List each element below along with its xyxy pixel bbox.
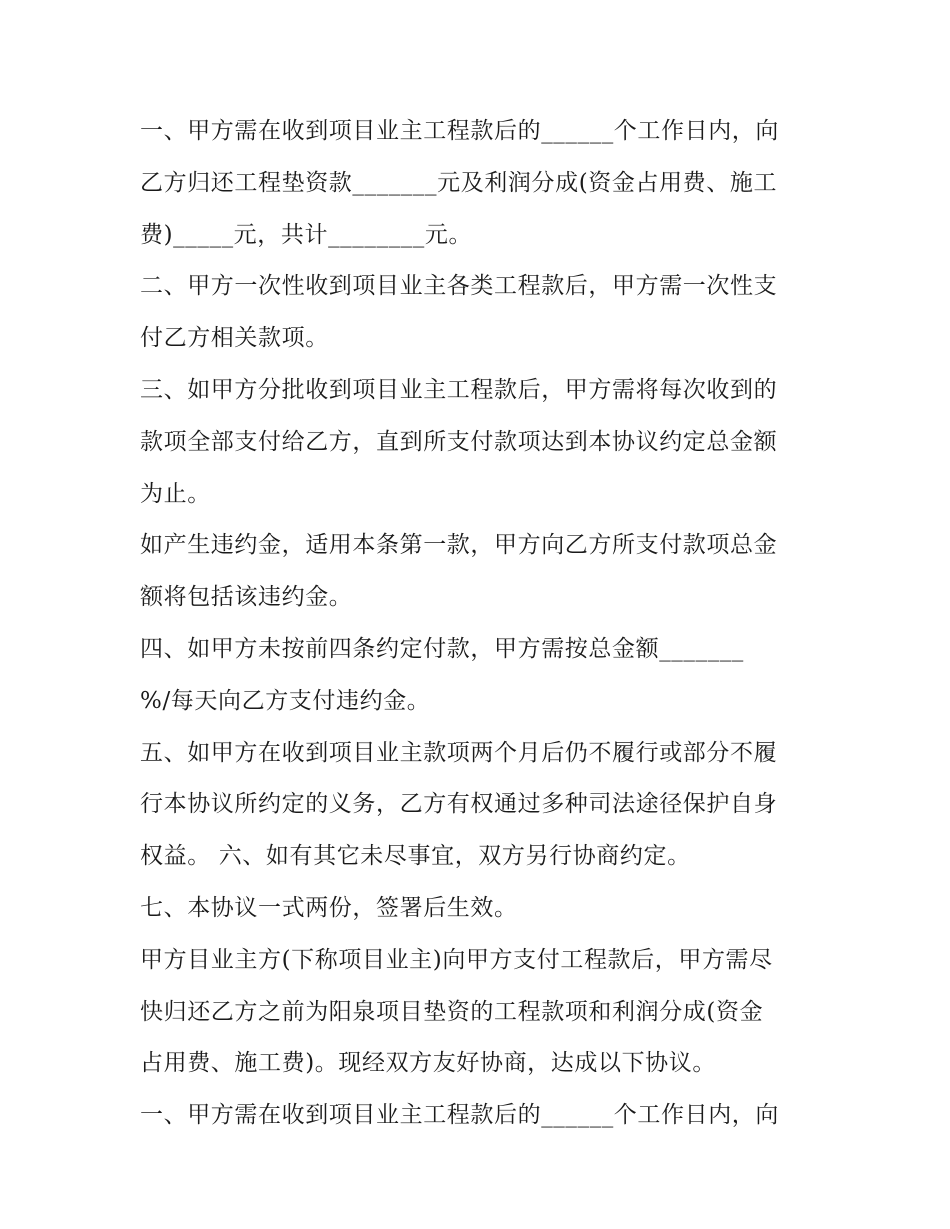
text-line: 甲方目业主方(下称项目业主)向甲方支付工程款后，甲方需尽 bbox=[140, 946, 773, 973]
text-line: 五、如甲方在收到项目业主款项两个月后仍不履行或部分不履 bbox=[140, 739, 778, 766]
text-line: 占用费、施工费)。现经双方友好协商，达成以下协议。 bbox=[140, 1050, 716, 1077]
text-line: 如产生违约金，适用本条第一款，甲方向乙方所支付款项总金 bbox=[140, 532, 778, 559]
text-line: 七、本协议一式两份，签署后生效。 bbox=[140, 894, 518, 921]
text-line: 款项全部支付给乙方，直到所支付款项达到本协议约定总金额 bbox=[140, 428, 778, 455]
text-line: 三、如甲方分批收到项目业主工程款后，甲方需将每次收到的 bbox=[140, 376, 778, 403]
text-line: 二、甲方一次性收到项目业主各类工程款后，甲方需一次性支 bbox=[140, 273, 778, 300]
text-line: 为止。 bbox=[140, 480, 211, 507]
text-line: 额将包括该违约金。 bbox=[140, 584, 353, 611]
text-line: 快归还乙方之前为阳泉项目垫资的工程款项和利润分成(资金 bbox=[140, 998, 764, 1025]
text-line: 一、甲方需在收到项目业主工程款后的______个工作日内，向 bbox=[140, 1102, 779, 1129]
text-line: 四、如甲方未按前四条约定付款，甲方需按总金额_______ bbox=[140, 635, 744, 662]
text-line: 付乙方相关款项。 bbox=[140, 325, 329, 352]
text-line: 权益。 六、如有其它未尽事宜，双方另行协商约定。 bbox=[140, 843, 691, 870]
document-body bbox=[140, 106, 820, 1142]
text-line: 一、甲方需在收到项目业主工程款后的______个工作日内，向 bbox=[140, 118, 779, 144]
text-line: %/每天向乙方支付违约金。 bbox=[140, 687, 431, 714]
text-line: 费)_____元，共计________元。 bbox=[140, 221, 473, 248]
text-line: 乙方归还工程垫资款_______元及利润分成(资金占用费、施工 bbox=[140, 169, 778, 196]
text-line: 行本协议所约定的义务，乙方有权通过多种司法途径保护自身 bbox=[140, 791, 778, 818]
